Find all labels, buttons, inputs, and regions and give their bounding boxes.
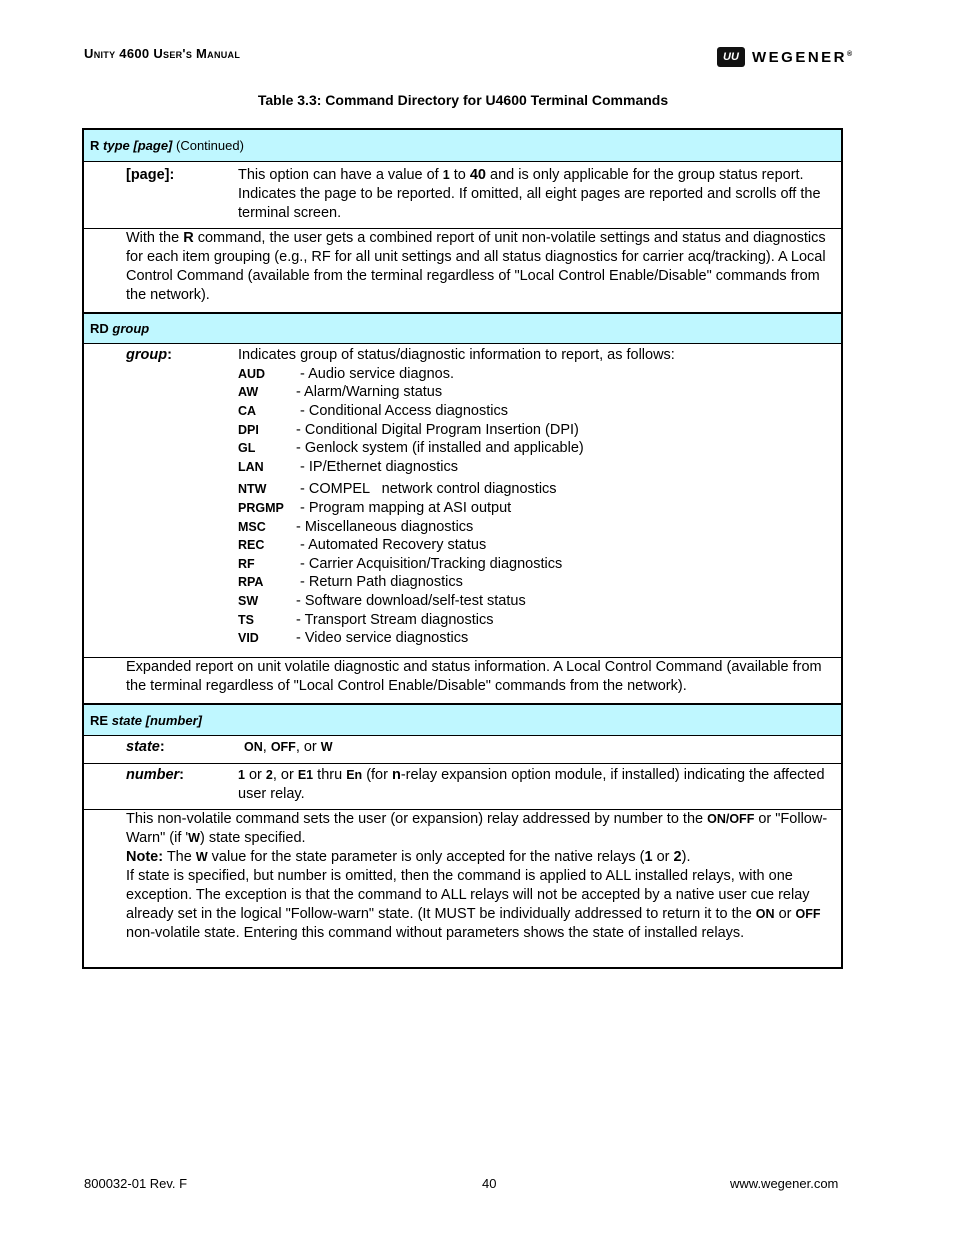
param-state-label: state: bbox=[126, 739, 165, 755]
group-code: REC bbox=[238, 538, 265, 553]
param-number-desc: 1 or 2, or E1 thru En (for n-relay expansion option module, if installed) indicating the affected user relay. bbox=[238, 767, 825, 802]
group-item bbox=[238, 458, 841, 477]
param-row-state bbox=[84, 736, 841, 764]
group-item bbox=[238, 592, 841, 611]
group-desc: - Software download/self-test status bbox=[296, 592, 526, 609]
group-item bbox=[238, 555, 841, 574]
group-desc: - Miscellaneous diagnostics bbox=[296, 518, 474, 535]
footer-doc-id: 800032-01 Rev. F bbox=[84, 1176, 188, 1191]
group-list bbox=[238, 365, 841, 648]
rd-description: Expanded report on unit volatile diagnostic and status information. A Local Control Command (available from the terminal regardless of "Local Control Enable/Disable" commands from the network). bbox=[84, 658, 841, 704]
group-code: AW bbox=[238, 385, 259, 400]
footer-page-number: 40 bbox=[482, 1176, 497, 1191]
group-desc: - Program mapping at ASI output bbox=[296, 499, 512, 516]
group-code: RF bbox=[238, 556, 255, 571]
group-desc: - Alarm/Warning status bbox=[296, 384, 443, 401]
group-code: DPI bbox=[238, 422, 259, 437]
group-desc: - Automated Recovery status bbox=[296, 537, 487, 554]
wegener-logo bbox=[717, 47, 855, 67]
group-item bbox=[238, 402, 841, 421]
group-desc: - Return Path diagnostics bbox=[296, 574, 463, 591]
param-page-desc: This option can have a value of 1 to 40 and is only applicable for the group status report. Indicates the page to be reported. If omitted, all eight pages are reported and scrolls off the terminal screen. bbox=[238, 167, 821, 221]
footer-website[interactable]: www.wegener.com bbox=[730, 1176, 839, 1191]
group-code: PRGMP bbox=[238, 500, 284, 515]
group-item bbox=[238, 384, 841, 403]
group-item bbox=[238, 439, 841, 458]
group-desc: - COMPEL network control diagnostics bbox=[296, 481, 557, 498]
command-table bbox=[82, 128, 843, 969]
param-row-group bbox=[84, 344, 841, 658]
group-desc: - Carrier Acquisition/Tracking diagnostics bbox=[296, 555, 563, 572]
group-code: NTW bbox=[238, 482, 267, 497]
logo-mark: UU bbox=[717, 47, 745, 67]
group-item bbox=[238, 574, 841, 593]
section-header-r: R type [page] (Continued) bbox=[84, 130, 841, 162]
r-description: With the R command, the user gets a combined report of unit non-volatile settings and status and diagnostics for each item grouping (e.g., RF for all unit settings and all status diagnostics for carrier acq/tracking). A Local Control Command (available from the terminal regardless of "Local Control Enable/Disable" commands from the network). bbox=[84, 229, 841, 313]
param-page-label: [page]: bbox=[126, 167, 175, 183]
group-code: AUD bbox=[238, 366, 266, 381]
group-desc: - Genlock system (if installed and applicable) bbox=[296, 440, 584, 457]
section-header-re: RE state [number] bbox=[84, 704, 841, 736]
section-header-rd: RD group bbox=[84, 313, 841, 344]
group-item bbox=[238, 365, 841, 384]
group-desc: - Conditional Digital Program Insertion (DPI) bbox=[296, 421, 579, 438]
re-paragraph-1: This non-volatile command sets the user (or expansion) relay addressed by number to the ON/OFF or "Follow-Warn" (if 'W) state specified. bbox=[126, 811, 828, 846]
group-desc: - Conditional Access diagnostics bbox=[296, 402, 508, 419]
group-code: GL bbox=[238, 441, 256, 456]
group-item bbox=[238, 536, 841, 555]
group-desc: - Transport Stream diagnostics bbox=[296, 611, 494, 628]
param-number-label: number: bbox=[126, 767, 185, 783]
group-desc: - Video service diagnostics bbox=[296, 630, 469, 647]
group-code: SW bbox=[238, 593, 259, 608]
re-description bbox=[84, 810, 841, 967]
group-desc: - Audio service diagnos. bbox=[296, 365, 454, 382]
param-group-intro: Indicates group of status/diagnostic information to report, as follows: bbox=[238, 347, 675, 363]
param-state-desc: ON, OFF, or W bbox=[244, 739, 333, 755]
group-desc: - IP/Ethernet diagnostics bbox=[296, 458, 458, 475]
param-row-page bbox=[84, 162, 841, 229]
param-group-label: group: bbox=[126, 347, 172, 363]
group-item bbox=[238, 629, 841, 648]
table-caption: Table 3.3: Command Directory for U4600 Terminal Commands bbox=[257, 92, 669, 108]
group-item bbox=[238, 499, 841, 518]
manual-title: Unity 4600 User's Manual bbox=[84, 46, 241, 61]
group-item bbox=[238, 421, 841, 440]
group-code: MSC bbox=[238, 519, 266, 534]
group-item bbox=[238, 518, 841, 537]
group-code: RPA bbox=[238, 575, 264, 590]
group-code: CA bbox=[238, 403, 257, 418]
re-note: Note: The W value for the state parameter is only accepted for the native relays (1 or 2). bbox=[126, 849, 691, 865]
group-item bbox=[238, 481, 841, 500]
group-code: LAN bbox=[238, 459, 264, 474]
re-paragraph-2: If state is specified, but number is omitted, then the command is applied to ALL installed relays, with one exception. The exception is that the command to ALL relays will not be accepted by a native user cue relay already set in the logical "Follow-warn" state. (It MUST be individually addressed to return it to the ON or OFF non-volatile state. Entering this command without parameters shows the state of installed relays. bbox=[126, 868, 821, 941]
group-item bbox=[238, 611, 841, 630]
logo-text: WEGENER® bbox=[752, 48, 855, 66]
group-code: VID bbox=[238, 631, 259, 646]
group-code: TS bbox=[238, 612, 254, 627]
param-row-number bbox=[84, 764, 841, 810]
